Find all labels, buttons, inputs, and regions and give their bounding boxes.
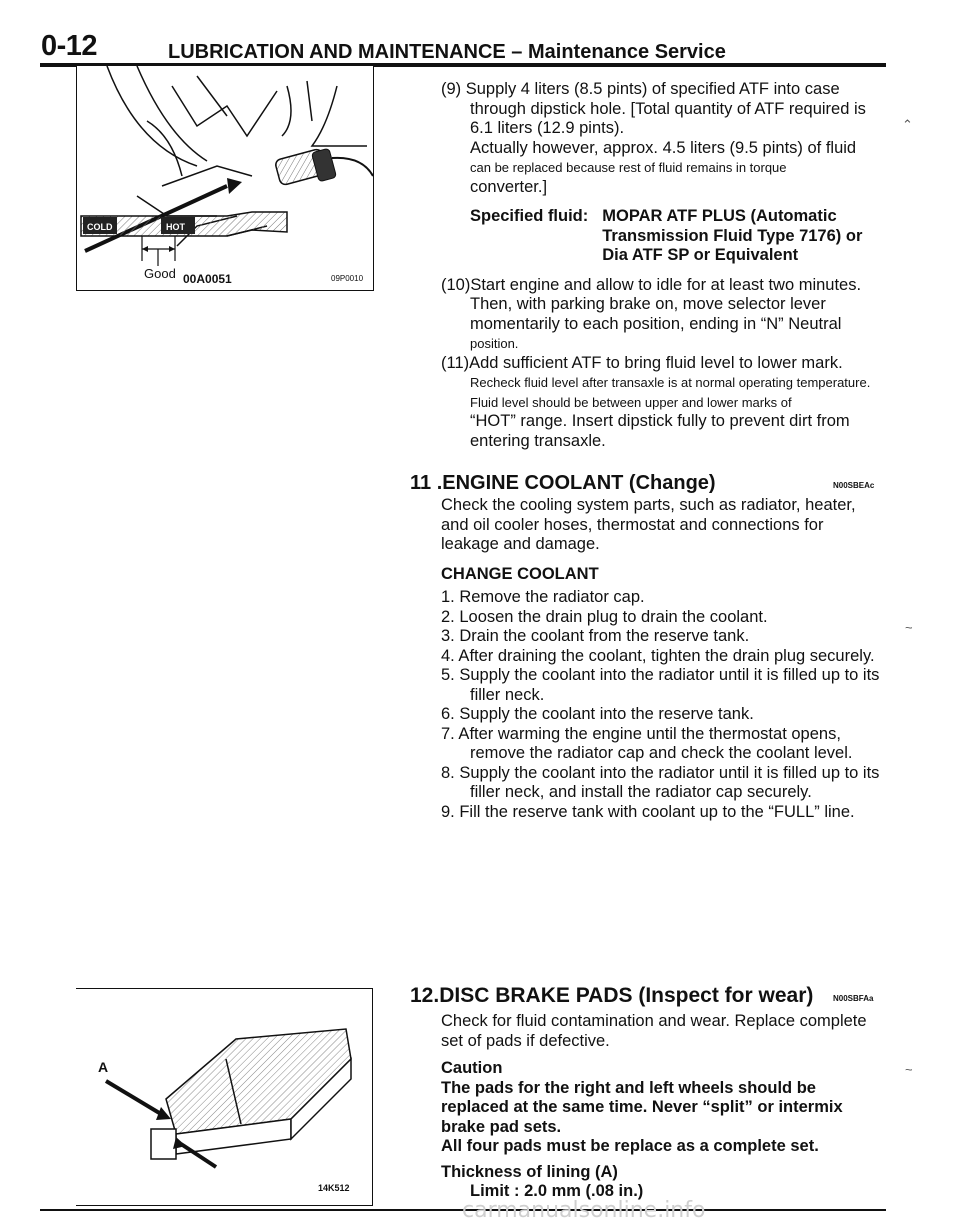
brake-pad-figure xyxy=(76,988,373,1206)
caution-text-2: All four pads must be replace as a complete set. xyxy=(441,1137,819,1155)
caution-text: The pads for the right and left wheels should be replaced at the same time. Never “split” or intermix brake pad sets. xyxy=(441,1078,843,1136)
coolant-section xyxy=(441,496,885,822)
margin-mark: ~ xyxy=(905,1062,913,1077)
spec-value: MOPAR ATF PLUS (Automatic Transmission Fluid Type 7176) or Dia ATF SP or Equivalent xyxy=(602,207,863,264)
brake-heading: 12.DISC BRAKE PADS (Inspect for wear) xyxy=(410,984,814,1007)
step-11d: “HOT” range. Insert dipstick fully to prevent dirt from entering transaxle. xyxy=(470,412,850,450)
specified-fluid xyxy=(441,207,885,266)
step-10b: Then, with parking brake on, move selector lever momentarily to each position, ending in “N” Neutral xyxy=(470,295,842,333)
page-title: LUBRICATION AND MAINTENANCE – Maintenance Service xyxy=(168,41,726,63)
caution-title: Caution xyxy=(441,1059,503,1077)
step-10: (10)Start engine and allow to idle for at least two minutes. xyxy=(441,275,862,294)
step-9d: converter.] xyxy=(470,177,548,196)
thickness-limit: Limit : 2.0 mm (.08 in.) xyxy=(470,1182,644,1200)
page-number: 0-12 xyxy=(41,30,98,62)
spec-key: Specified fluid: xyxy=(470,207,589,225)
coolant-step: 8. Supply the coolant into the radiator until it is filled up to its filler neck, and install the radiator cap securely. xyxy=(441,763,880,801)
step-10c: position. xyxy=(470,336,519,351)
coolant-step: 4. After draining the coolant, tighten the drain plug securely. xyxy=(441,646,875,665)
coolant-intro: Check the cooling system parts, such as radiator, heater, and oil cooler hoses, thermostat and connections for leakage and damage. xyxy=(441,496,856,553)
watermark: carmanualsonline.info xyxy=(462,1198,706,1223)
coolant-step: 9. Fill the reserve tank with coolant up to the “FULL” line. xyxy=(441,802,855,821)
cold-label: COLD xyxy=(87,222,113,232)
coolant-step: 1. Remove the radiator cap. xyxy=(441,588,645,606)
coolant-subheading: CHANGE COOLANT xyxy=(441,564,599,583)
label-a: A xyxy=(98,1059,109,1075)
figure-code-small: 09P0010 xyxy=(331,274,364,283)
coolant-heading: 11 .ENGINE COOLANT (Change) xyxy=(410,472,716,494)
step-9c: can be replaced because rest of fluid remains in torque xyxy=(470,160,787,175)
dipstick-illustration xyxy=(77,66,373,290)
brake-section xyxy=(441,1012,885,1202)
figure-code: 14K512 xyxy=(318,1183,350,1193)
step-9: (9) Supply 4 liters (8.5 pints) of specified ATF into case through dipstick hole. [Total quantity of ATF required is 6.1 liters (12.9 pints). xyxy=(441,80,866,137)
dipstick-figure xyxy=(76,66,374,291)
coolant-step: 5. Supply the coolant into the radiator until it is filled up to its filler neck. xyxy=(441,666,880,704)
step-11: (11)Add sufficient ATF to bring fluid level to lower mark. xyxy=(441,353,843,372)
good-label: Good xyxy=(144,266,176,281)
atf-procedure xyxy=(441,80,885,451)
brake-intro: Check for fluid contamination and wear. Replace complete set of pads if defective. xyxy=(441,1012,867,1050)
brake-pad-illustration xyxy=(76,989,372,1205)
coolant-step: 2. Loosen the drain plug to drain the coolant. xyxy=(441,607,768,626)
coolant-step: 6. Supply the coolant into the reserve tank. xyxy=(441,705,754,723)
brake-code: N00SBFAa xyxy=(833,994,874,1003)
step-11b: Recheck fluid level after transaxle is at normal operating temperature. xyxy=(470,375,871,390)
coolant-code: N00SBEAc xyxy=(833,481,875,490)
margin-mark: ~ xyxy=(905,620,913,635)
hot-label: HOT xyxy=(166,222,185,232)
figure-code: 00A0051 xyxy=(183,272,232,286)
margin-mark: ⌃ xyxy=(902,117,913,132)
step-11c: Fluid level should be between upper and lower marks of xyxy=(470,394,792,410)
thickness-title: Thickness of lining (A) xyxy=(441,1162,618,1181)
coolant-step: 3. Drain the coolant from the reserve tank. xyxy=(441,627,750,645)
coolant-steps xyxy=(441,588,885,822)
step-9b: Actually however, approx. 4.5 liters (9.5 pints) of fluid xyxy=(470,138,857,157)
coolant-step: 7. After warming the engine until the thermostat opens, remove the radiator cap and check the coolant level. xyxy=(441,724,853,762)
